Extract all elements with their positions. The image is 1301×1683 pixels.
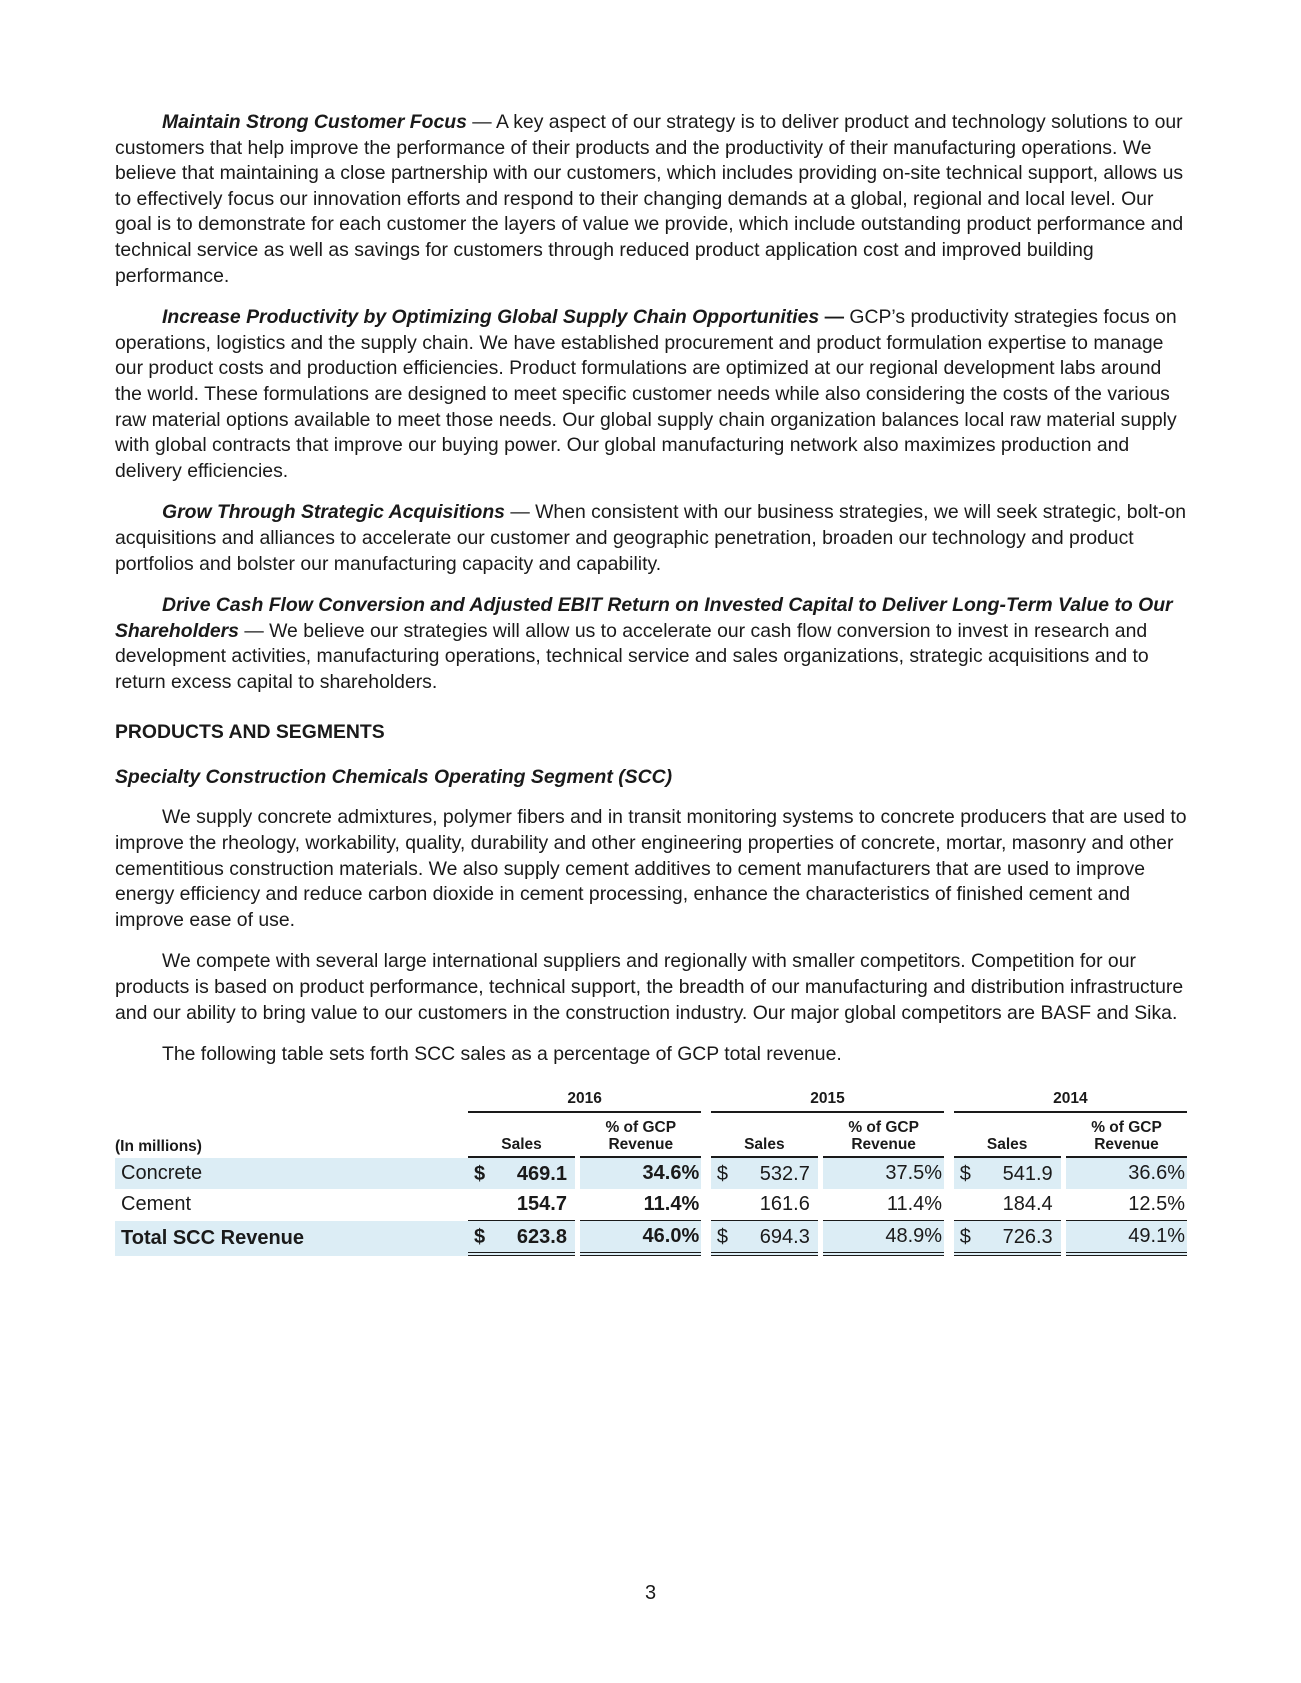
pct-header <box>580 1113 701 1158</box>
pct-2014: 36.6% <box>1066 1158 1187 1189</box>
row-label: Concrete <box>115 1158 468 1189</box>
year-2014: 2014 <box>954 1090 1187 1113</box>
currency-symbol: $ <box>959 1162 971 1185</box>
sales-header: Sales <box>954 1113 1061 1158</box>
sales-2014: 541.9 <box>1002 1162 1053 1185</box>
subsection-heading: Specialty Construction Chemicals Operating Segment (SCC) <box>115 766 673 789</box>
sales-2016: 469.1 <box>516 1162 567 1185</box>
currency-symbol: $ <box>716 1162 728 1185</box>
currency-symbol: $ <box>959 1225 971 1248</box>
paragraph-lead: Drive Cash Flow Conversion and Adjusted EBIT Return on Invested Capital to Deliver Long-Term Value to Our Shareholders <box>115 594 1173 642</box>
table-row <box>115 1158 1187 1189</box>
year-2016: 2016 <box>468 1090 701 1113</box>
sales-2015: 694.3 <box>759 1225 810 1248</box>
paragraph-text: GCP’s productivity strategies focus on operations, logistics and the supply chain. We have established procurement and product formulation expertise to manage our product costs and production efficiencies. Product formulations are optimized at our regional development labs around the world. These formulations are designed to meet specific customer needs while also considering the costs of the various raw material options available to meet those needs. Our global supply chain organization balances local raw material supply with global contracts that improve our buying power. Our global manufacturing network also maximizes production and delivery efficiencies. <box>115 306 1177 482</box>
sales-2015: 532.7 <box>759 1162 810 1185</box>
paragraph-customer-focus <box>115 110 1187 289</box>
sales-header: Sales <box>468 1113 575 1158</box>
paragraph-cash-flow <box>115 593 1187 695</box>
currency-symbol: $ <box>474 1225 486 1248</box>
row-label: Total SCC Revenue <box>115 1221 468 1256</box>
sales-2014: 184.4 <box>954 1189 1061 1221</box>
section-heading: PRODUCTS AND SEGMENTS <box>115 721 385 744</box>
pct-header-line1: % of GCP <box>848 1118 919 1136</box>
pct-2015: 48.9% <box>823 1221 944 1256</box>
year-header-row <box>115 1090 1187 1113</box>
pct-header <box>823 1113 944 1158</box>
pct-header-line1: % of GCP <box>605 1118 677 1136</box>
row-label: Cement <box>121 1193 192 1216</box>
pct-2016: 46.0% <box>580 1221 701 1256</box>
sales-2014: 726.3 <box>1002 1225 1053 1248</box>
scc-revenue-table <box>115 1090 1187 1256</box>
paragraph-competition: We compete with several large international suppliers and regionally with smaller competitors. Competition for our products is based on product performance, technical support, the breadth of our manufacturing and distribution infrastructure and our ability to bring value to our customers in the construction industry. Our major global competitors are BASF and Sika. <box>115 950 1184 1024</box>
pct-header <box>1066 1113 1187 1158</box>
paragraph-lead: Increase Productivity by Optimizing Global Supply Chain Opportunities <box>162 306 820 329</box>
sales-2016: 623.8 <box>516 1225 567 1248</box>
paragraph-lead: Grow Through Strategic Acquisitions <box>162 501 505 524</box>
year-2015: 2015 <box>711 1090 944 1113</box>
pct-2014: 49.1% <box>1066 1221 1187 1256</box>
units-label: (In millions) <box>115 1137 202 1155</box>
pct-2015: 11.4% <box>823 1189 944 1221</box>
paragraph-acquisitions <box>115 500 1187 577</box>
pct-header-line2: Revenue <box>1094 1135 1159 1153</box>
pct-2016: 11.4% <box>580 1189 701 1221</box>
currency-symbol: $ <box>716 1225 728 1248</box>
pct-2016: 34.6% <box>580 1158 701 1189</box>
paragraph-lead: Maintain Strong Customer Focus <box>162 111 467 133</box>
pct-2014: 12.5% <box>1066 1189 1187 1221</box>
pct-header-line1: % of GCP <box>1091 1118 1162 1136</box>
paragraph-productivity <box>115 305 1187 484</box>
currency-symbol: $ <box>474 1162 486 1185</box>
table-row-total <box>115 1221 1187 1256</box>
paragraph-text: — A key aspect of our strategy is to deliver product and technology solutions to our customers that help improve the performance of their products and the productivity of their manufacturing operations. We believe that maintaining a close partnership with our customers, which includes providing on-site technical support, allows us to effectively focus our innovation efforts and respond to their changing demands at a global, regional and local level. Our goal is to demonstrate for each customer the layers of value we provide, which include outstanding product performance and technical service as well as savings for customers through reduced product application cost and improved building performance. <box>115 111 1184 287</box>
sales-header: Sales <box>711 1113 818 1158</box>
table-row <box>115 1189 1187 1221</box>
pct-2015: 37.5% <box>823 1158 944 1189</box>
pct-header-line2: Revenue <box>608 1135 674 1153</box>
paragraph-text: — When consistent with our business strategies, we will seek strategic, bolt-on acquisitions and alliances to accelerate our customer and geographic penetration, broaden our technology and product portfolios and bolster our manufacturing capacity and capability. <box>115 501 1187 575</box>
paragraph-table-intro: The following table sets forth SCC sales as a percentage of GCP total revenue. <box>162 1043 842 1066</box>
sales-2016: 154.7 <box>468 1189 575 1221</box>
document-page <box>115 110 1187 1256</box>
paragraph-text: — We believe our strategies will allow us to accelerate our cash flow conversion to invest in research and development activities, manufacturing operations, technical service and sales organizations, strategic acquisitions and to return excess capital to shareholders. <box>115 619 1149 693</box>
pct-header-line2: Revenue <box>851 1135 916 1153</box>
page-number: 3 <box>644 1582 657 1604</box>
column-header-row <box>115 1113 1187 1158</box>
paragraph-dash: — <box>819 306 844 329</box>
paragraph-scc-supply: We supply concrete admixtures, polymer fibers and in transit monitoring systems to concrete producers that are used to improve the rheology, workability, quality, durability and other engineering properties of concrete, mortar, masonry and other cementitious construction materials. We also supply cement additives to cement manufacturers that are used to improve energy efficiency and reduce carbon dioxide in cement processing, enhance the characteristics of finished cement and improve ease of use. <box>115 806 1187 931</box>
sales-2015: 161.6 <box>711 1189 818 1221</box>
